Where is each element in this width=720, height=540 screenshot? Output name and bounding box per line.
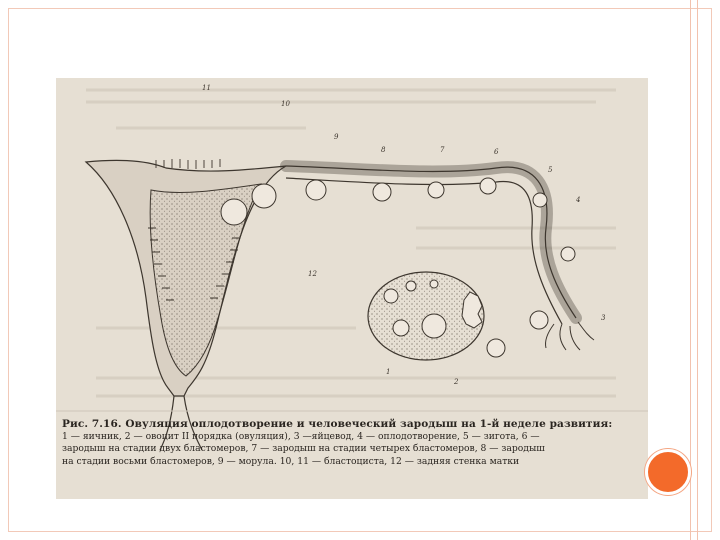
caption-line: 1 — яичник, 2 — овоцит II порядка (овуляция), 3 —яйцевод, 4 — оплодотворение, 5 — зигота, 6 — xyxy=(62,430,540,442)
figure-label: 4 xyxy=(576,196,581,204)
figure-label: 1 xyxy=(386,368,391,376)
figure-label: 5 xyxy=(548,166,553,174)
slide-frame-line xyxy=(690,0,691,540)
slide-frame-line xyxy=(697,0,698,540)
figure-label: 8 xyxy=(381,146,386,154)
caption-line: зародыш на стадии двух бластомеров, 7 — зародыш на стадии четырех бластомеров, 8 — зародыш xyxy=(62,443,545,454)
figure-label: 3 xyxy=(601,314,606,322)
caption-title: Рис. 7.16. Овуляция оплодотворение и человеческий зародыш на 1-й неделе развития: xyxy=(62,418,613,430)
figure-label: 12 xyxy=(308,270,317,278)
slide-accent-circle xyxy=(645,449,691,495)
fimbriae xyxy=(545,322,594,350)
caption-line: на стадии восьми бластомеров, 9 — морула. 10, 11 — бластоциста, 12 — задняя стенка матки xyxy=(62,455,520,467)
figure-label: 11 xyxy=(202,84,211,92)
figure-caption xyxy=(62,418,642,468)
figure-label: 7 xyxy=(440,146,445,154)
figure-label: 2 xyxy=(454,378,459,386)
figure-label: 6 xyxy=(494,148,499,156)
figure-label: 9 xyxy=(334,133,339,141)
scanned-figure xyxy=(56,78,648,499)
ovulated-oocyte xyxy=(487,339,505,357)
figure-label: 10 xyxy=(281,100,290,108)
